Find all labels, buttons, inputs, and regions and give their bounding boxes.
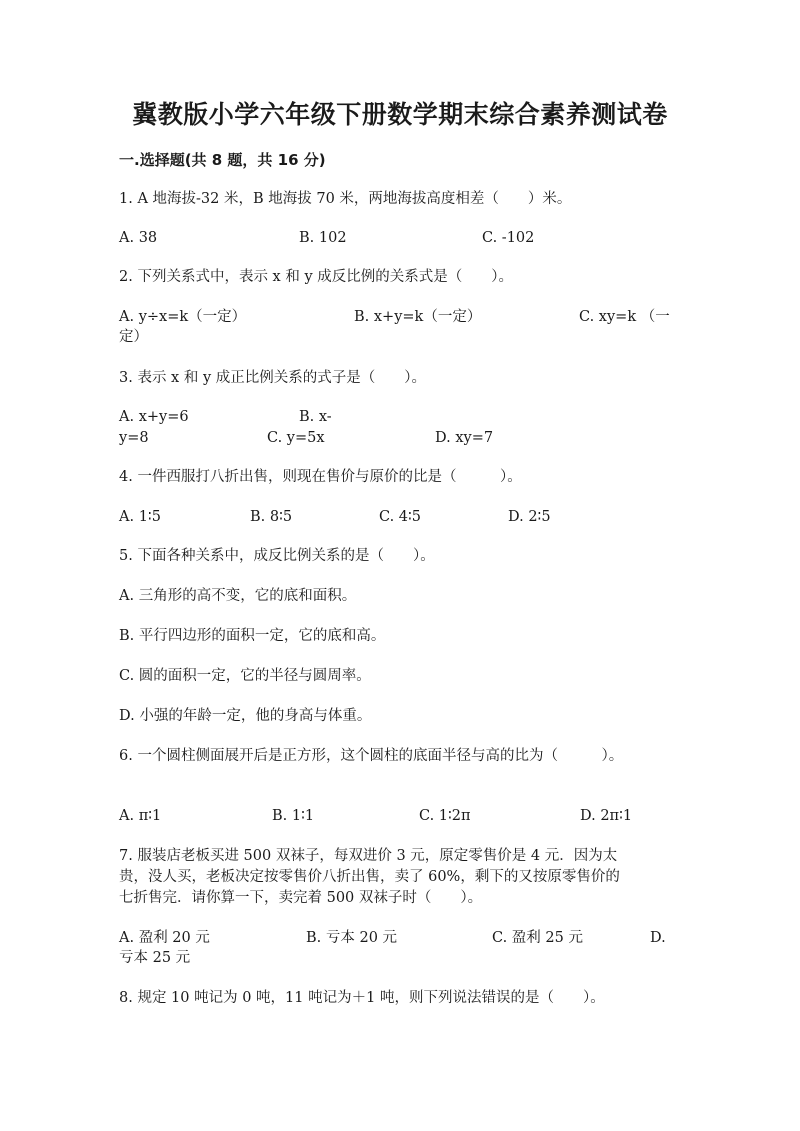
question-3-stem: 3. 表示 x 和 y 成正比例关系的式子是（ ）。 [119,370,426,386]
question-7-option-c[interactable]: C. 盈利 25 元 [492,930,583,946]
question-3-option-b-wrap: y=8 [119,430,149,446]
question-6-option-c[interactable]: C. 1∶2π [419,808,471,824]
question-3-option-a[interactable]: A. x+y=6 [119,409,189,425]
question-6-option-b[interactable]: B. 1∶1 [272,808,315,824]
question-6-option-d[interactable]: D. 2π∶1 [580,808,633,824]
question-2-stem: 2. 下列关系式中，表示 x 和 y 成反比例的关系式是（ ）。 [119,269,513,285]
question-5-option-a[interactable]: A. 三角形的高不变，它的底和面积。 [119,588,357,604]
question-1-stem: 1. A 地海拔-32 米，B 地海拔 70 米，两地海拔高度相差（ ）米。 [119,191,572,207]
question-1-option-b[interactable]: B. 102 [299,230,347,246]
question-8-stem: 8. 规定 10 吨记为 0 吨，11 吨记为＋1 吨，则下列说法错误的是（ ）。 [119,990,605,1006]
question-7-stem-line-1: 7. 服装店老板买进 500 双袜子，每双进价 3 元，原定零售价是 4 元．因为太 [119,848,618,864]
question-5-option-b[interactable]: B. 平行四边形的面积一定，它的底和高。 [119,628,386,644]
question-7-stem-line-2: 贵，没人买，老板决定按零售价八折出售，卖了 60%，剩下的又按原零售价的 [119,869,620,885]
question-5-stem: 5. 下面各种关系中，成反比例关系的是（ ）。 [119,548,435,564]
question-7-option-d[interactable]: D. [650,930,666,946]
question-3-option-b[interactable]: B. x- [299,409,332,425]
exam-title: 冀教版小学六年级下册数学期末综合素养测试卷 [132,100,668,129]
question-4-option-a[interactable]: A. 1∶5 [119,509,161,525]
question-7-option-a[interactable]: A. 盈利 20 元 [119,930,210,946]
question-5-option-c[interactable]: C. 圆的面积一定，它的半径与圆周率。 [119,668,371,684]
question-3-option-c[interactable]: C. y=5x [267,430,325,446]
question-2-option-c-wrap: 定） [119,329,148,345]
question-7-option-d-wrap: 亏本 25 元 [119,950,191,966]
question-5-option-d[interactable]: D. 小强的年龄一定，他的身高与体重。 [119,708,372,724]
question-7-stem-line-3: 七折售完．请你算一下，卖完着 500 双袜子时（ ）。 [119,890,483,906]
question-2-option-c[interactable]: C. xy=k （一 [579,309,670,325]
question-4-option-c[interactable]: C. 4∶5 [379,509,422,525]
section-heading: 一.选择题(共 8 题，共 16 分) [119,151,326,169]
question-6-stem: 6. 一个圆柱侧面展开后是正方形，这个圆柱的底面半径与高的比为（ ）。 [119,748,624,764]
question-7-option-b[interactable]: B. 亏本 20 元 [306,930,398,946]
question-2-option-b[interactable]: B. x+y=k（一定） [354,309,482,325]
question-2-option-a[interactable]: A. y÷x=k（一定） [119,309,247,325]
question-3-option-d[interactable]: D. xy=7 [435,430,494,446]
question-4-stem: 4. 一件西服打八折出售，则现在售价与原价的比是（ ）。 [119,469,522,485]
question-1-option-a[interactable]: A. 38 [119,230,158,246]
question-4-option-d[interactable]: D. 2∶5 [508,509,551,525]
question-4-option-b[interactable]: B. 8∶5 [250,509,293,525]
question-6-option-a[interactable]: A. π∶1 [119,808,162,824]
question-1-option-c[interactable]: C. -102 [482,230,535,246]
